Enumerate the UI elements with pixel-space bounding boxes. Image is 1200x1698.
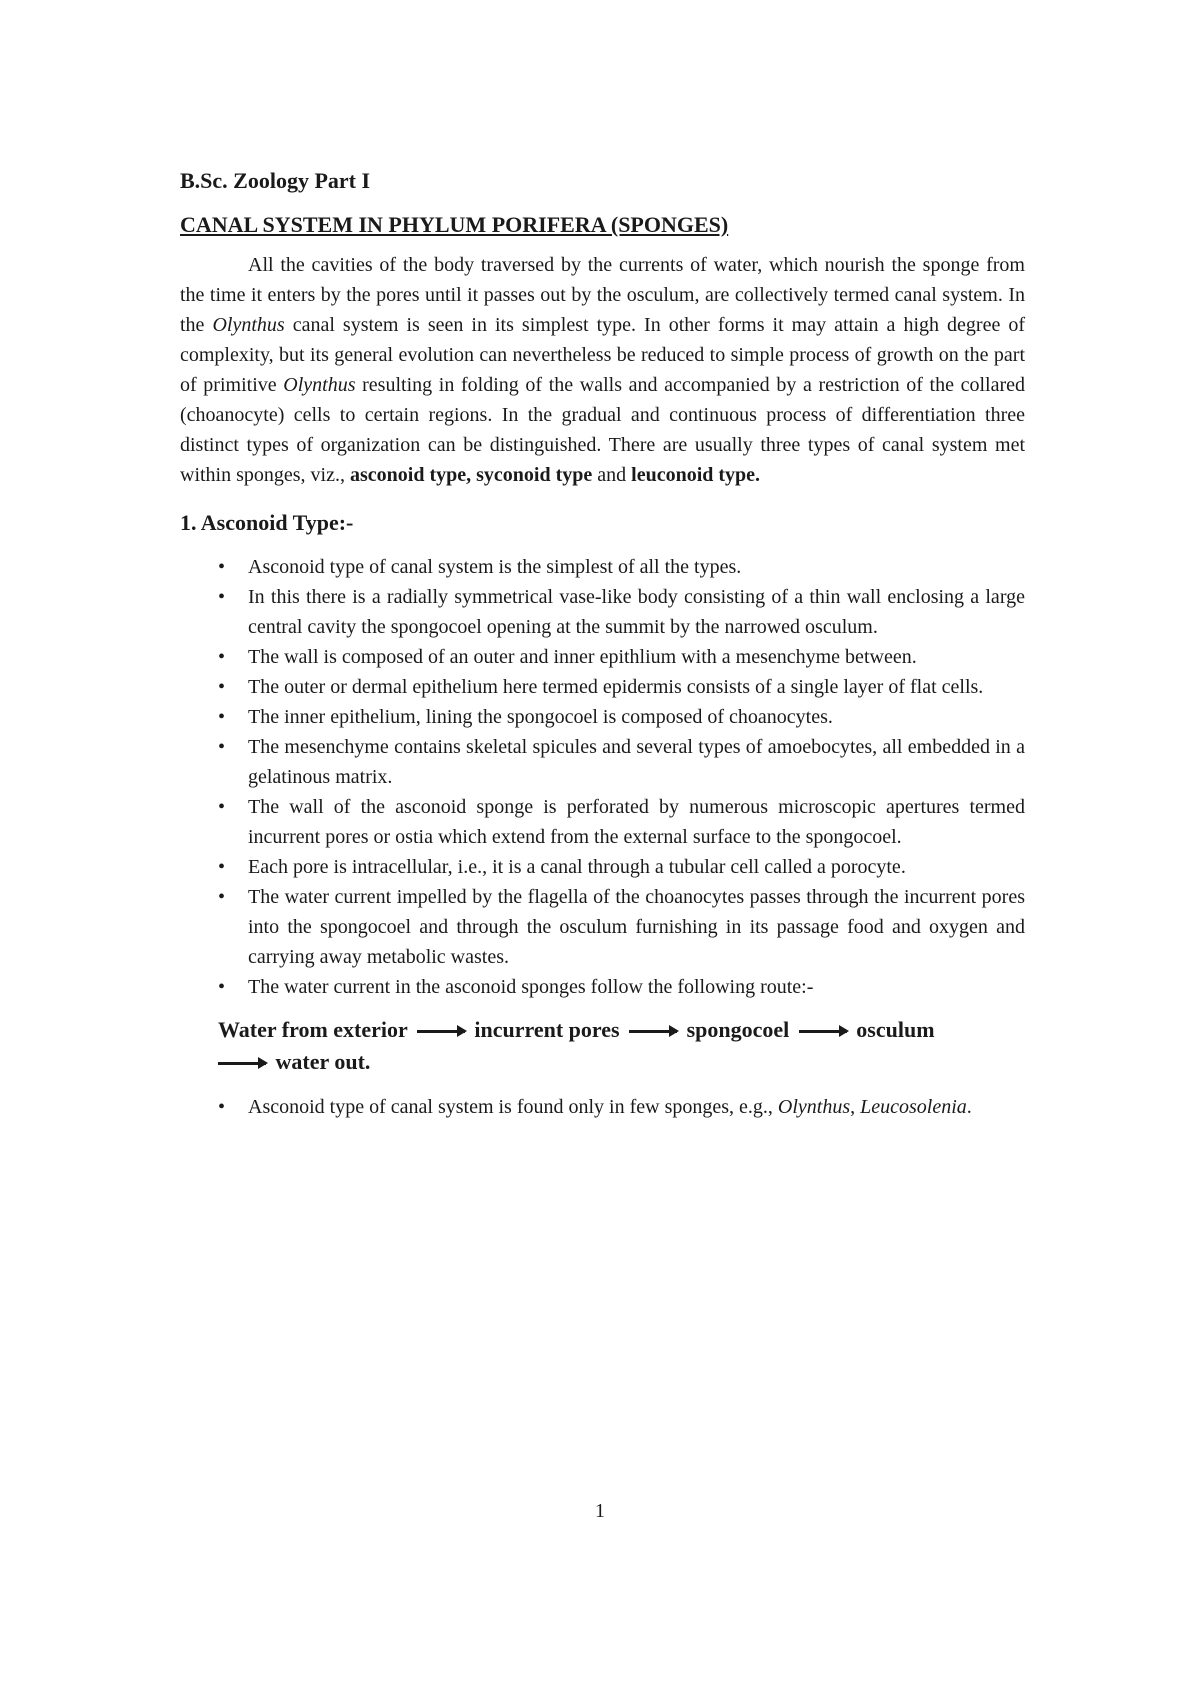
bullet-text: The water current impelled by the flagella of the choanocytes passes through the incurrent pores into the spongocoel and through the osculum furnishing in its passage food and oxygen and carrying away metabolic wastes. [248, 886, 1025, 968]
intro-leuconoid-bold: leuconoid type. [631, 464, 761, 486]
bullet-text: The wall of the asconoid sponge is perforated by numerous microscopic apertures termed incurrent pores or ostia which extend from the external surface to the spongocoel. [248, 796, 1025, 848]
arrow-right-icon [629, 1030, 677, 1033]
bullet-text: The water current in the asconoid sponges follow the following route:- [248, 976, 814, 998]
bullet-icon: • [218, 646, 226, 668]
bullet-text: Asconoid type of canal system is found only in few sponges, e.g., [248, 1096, 778, 1118]
list-item [218, 882, 1025, 972]
bullet-text: , [850, 1096, 861, 1118]
intro-olynthus-2: Olynthus [283, 374, 356, 396]
route-step-osculum: osculum [856, 1017, 935, 1042]
bullet-text: In this there is a radially symmetrical vase-like body consisting of a thin wall enclosing a large central cavity the spongocoel opening at the summit by the narrowed osculum. [248, 586, 1025, 638]
document-title: CANAL SYSTEM IN PHYLUM PORIFERA (SPONGES) [180, 212, 729, 237]
bullet-text: Asconoid type of canal system is the simplest of all the types. [248, 556, 742, 578]
list-item [218, 972, 1025, 1002]
list-item [218, 702, 1025, 732]
bullet-text: . [966, 1096, 972, 1118]
bullet-text: Each pore is intracellular, i.e., it is a canal through a tubular cell called a porocyte. [248, 856, 906, 878]
route-step-exterior: Water from exterior [218, 1017, 408, 1042]
example-leucosolenia: Leucosolenia [860, 1096, 967, 1118]
route-step-pores: incurrent pores [474, 1017, 620, 1042]
intro-text: canal system is seen in its simplest type. In other forms it may attain a high degree of complexity, but its general evolution can nevertheless be reduced to simple process of growth on the part of primitive [180, 314, 1026, 396]
intro-types-bold: asconoid type, syconoid type [350, 464, 593, 486]
route-step-spongocoel: spongocoel [686, 1017, 790, 1042]
list-item [218, 732, 1025, 792]
bullet-icon: • [218, 1096, 226, 1118]
page-number: 1 [595, 1500, 605, 1522]
bullet-text: The wall is composed of an outer and inner epithlium with a mesenchyme between. [248, 646, 917, 668]
list-item [218, 672, 1025, 702]
list-item [218, 552, 1025, 582]
list-item [218, 642, 1025, 672]
water-route [180, 1014, 1025, 1078]
arrow-right-icon [417, 1030, 465, 1033]
list-item [218, 582, 1025, 642]
bullet-text: The inner epithelium, lining the spongocoel is composed of choanocytes. [248, 706, 833, 728]
bullet-icon: • [218, 556, 226, 578]
route-step-water-out: water out. [275, 1049, 371, 1074]
document-page [180, 168, 1025, 1122]
intro-olynthus-1: Olynthus [212, 314, 285, 336]
list-item [218, 792, 1025, 852]
arrow-right-icon [218, 1062, 266, 1065]
bullet-icon: • [218, 976, 226, 998]
arrow-right-icon [799, 1030, 847, 1033]
bullet-icon: • [218, 586, 226, 608]
bullet-icon: • [218, 796, 226, 818]
bullet-icon: • [218, 856, 226, 878]
section-heading-asconoid: 1. Asconoid Type:- [180, 510, 354, 535]
asconoid-bullet-list [180, 552, 1025, 1002]
example-olynthus: Olynthus [777, 1096, 851, 1118]
intro-text: resulting in folding of the walls and accompanied by a restriction of the collared (choanocyte) cells to certain regions. In the gradual and continuous process of differentiation three distinct types of organization can be distinguished. There are usually three types of canal system met within sponges, viz., [180, 374, 1026, 486]
intro-paragraph [180, 250, 1025, 490]
course-heading: B.Sc. Zoology Part I [180, 168, 371, 193]
list-item [218, 1092, 1025, 1122]
intro-text: All the cavities of the body traversed by the currents of water, which nourish the sponge from the time it enters by the pores until it passes out by the osculum, are collectively termed canal system. In the [180, 254, 1025, 336]
bullet-icon: • [218, 886, 226, 908]
list-item [218, 852, 1025, 882]
intro-text: and [592, 464, 632, 486]
bullet-icon: • [218, 736, 226, 758]
bullet-icon: • [218, 676, 226, 698]
asconoid-example-list [180, 1092, 1025, 1122]
bullet-icon: • [218, 706, 226, 728]
bullet-text: The outer or dermal epithelium here termed epidermis consists of a single layer of flat cells. [248, 676, 984, 698]
bullet-text: The mesenchyme contains skeletal spicules and several types of amoebocytes, all embedded in a gelatinous matrix. [248, 736, 1025, 788]
